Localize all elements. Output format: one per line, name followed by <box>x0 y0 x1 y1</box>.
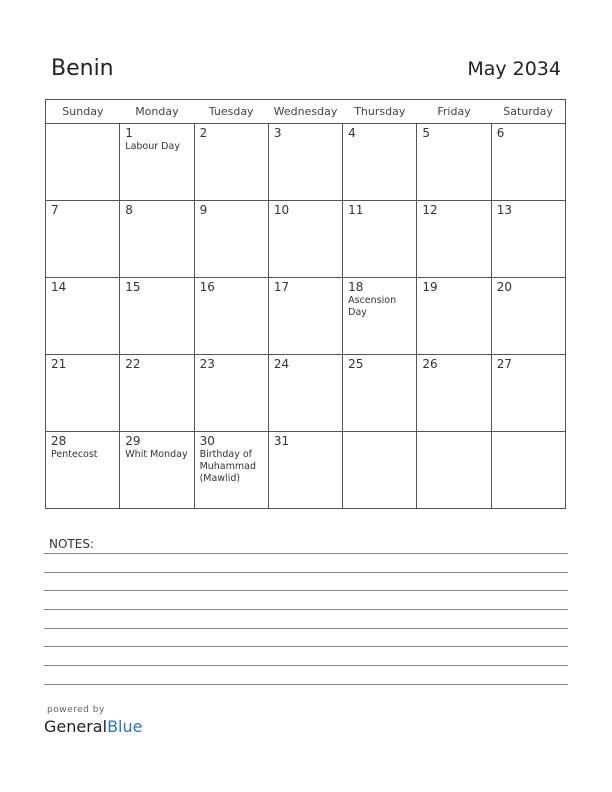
week-row <box>46 278 566 355</box>
day-cell <box>46 432 120 509</box>
day-cell <box>194 201 268 278</box>
day-cell <box>120 432 194 509</box>
day-cell <box>194 278 268 355</box>
holiday-label: Whit Monday <box>125 449 188 460</box>
day-cell <box>268 432 342 509</box>
day-cell <box>46 201 120 278</box>
note-line <box>44 553 568 554</box>
day-number: 10 <box>273 203 290 217</box>
day-cell <box>194 432 268 509</box>
day-number: 6 <box>496 126 505 140</box>
day-number: 2 <box>199 126 208 140</box>
day-cell <box>417 355 491 432</box>
day-cell <box>417 124 491 201</box>
day-cell <box>120 201 194 278</box>
brand-general-text: General <box>44 717 108 736</box>
day-cell <box>343 278 417 355</box>
weekday-header: Tuesday <box>194 100 268 124</box>
day-cell <box>491 201 565 278</box>
day-cell <box>268 278 342 355</box>
day-cell <box>343 201 417 278</box>
day-number: 5 <box>422 126 431 140</box>
powered-by-text: powered by <box>47 705 105 715</box>
day-number: 30 <box>199 434 215 448</box>
weekday-header-row <box>46 100 566 124</box>
day-number: 7 <box>51 203 59 217</box>
day-number: 16 <box>199 280 215 294</box>
day-number: 29 <box>125 434 141 448</box>
day-cell <box>343 355 417 432</box>
day-number: 26 <box>422 357 438 371</box>
holiday-label: Pentecost <box>51 449 98 460</box>
weekday-header: Thursday <box>343 100 417 124</box>
day-cell <box>491 355 565 432</box>
day-number: 25 <box>348 357 364 371</box>
day-cell <box>491 432 565 509</box>
day-cell <box>120 278 194 355</box>
day-number: 4 <box>348 126 356 140</box>
day-number: 8 <box>125 203 133 217</box>
day-number: 27 <box>496 357 512 371</box>
holiday-label: Ascension Day <box>348 295 397 318</box>
weekday-header: Wednesday <box>268 100 342 124</box>
day-number: 24 <box>273 357 290 371</box>
weekday-header: Sunday <box>46 100 120 124</box>
month-year-title: May 2034 <box>467 58 561 80</box>
day-number: 22 <box>125 357 141 371</box>
calendar-grid <box>45 99 566 509</box>
day-number: 15 <box>125 280 141 294</box>
day-number: 11 <box>348 203 364 217</box>
day-number: 13 <box>496 203 512 217</box>
day-cell <box>46 355 120 432</box>
day-cell <box>120 124 194 201</box>
day-cell <box>268 124 342 201</box>
week-row <box>46 124 566 201</box>
weekday-header: Saturday <box>491 100 565 124</box>
day-cell <box>120 355 194 432</box>
generalblue-logo <box>44 717 142 736</box>
day-cell <box>268 355 342 432</box>
note-line <box>44 646 568 647</box>
day-cell <box>268 201 342 278</box>
weekday-header: Friday <box>417 100 491 124</box>
day-cell <box>46 278 120 355</box>
day-number: 17 <box>273 280 290 294</box>
holiday-label: Labour Day <box>125 141 180 152</box>
day-number: 12 <box>422 203 438 217</box>
day-number: 31 <box>273 434 290 448</box>
day-cell <box>46 124 120 201</box>
note-line <box>44 665 568 666</box>
day-number: 20 <box>496 280 512 294</box>
note-line <box>44 590 568 591</box>
day-number: 1 <box>125 126 133 140</box>
country-title: Benin <box>51 56 114 81</box>
day-number: 14 <box>51 280 67 294</box>
week-row <box>46 432 566 509</box>
day-cell <box>343 432 417 509</box>
day-number: 9 <box>199 203 208 217</box>
brand-blue-text: Blue <box>107 717 143 736</box>
day-cell <box>417 432 491 509</box>
day-number: 19 <box>422 280 438 294</box>
day-cell <box>491 278 565 355</box>
day-cell <box>343 124 417 201</box>
day-cell <box>491 124 565 201</box>
weekday-header: Monday <box>120 100 194 124</box>
note-line <box>44 572 568 573</box>
day-number: 23 <box>199 357 215 371</box>
day-number: 21 <box>51 357 67 371</box>
day-number: 3 <box>273 126 282 140</box>
holiday-label: Birthday of Muhammad (Mawlid) <box>199 449 256 484</box>
day-number: 28 <box>51 434 67 448</box>
day-cell <box>194 355 268 432</box>
day-number: 18 <box>348 280 364 294</box>
day-cell <box>417 278 491 355</box>
note-line <box>44 628 568 629</box>
notes-label: NOTES: <box>49 537 94 551</box>
note-line <box>44 609 568 610</box>
week-row <box>46 201 566 278</box>
day-cell <box>417 201 491 278</box>
note-line <box>44 684 568 685</box>
week-row <box>46 355 566 432</box>
day-cell <box>194 124 268 201</box>
